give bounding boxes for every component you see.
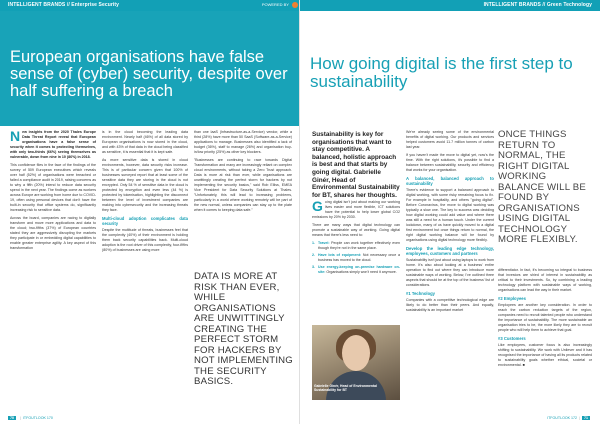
left-col3-p2: "Businesses are continuing to race towards Digital Transformation and many are increasingly reliant on complex cloud environments, without taking a Zero Trust approach. Data is more at risk than ever, while organisations are unwittingly creating the perfect storm for hackers by not implementing the security basics," said Rob Elliss, EMEA Vice President for Data Security Solutions at Thales. "Unfortunately, this will lead to increasing problems, particularly in a world where working remotely will be part of the new normal, unless companies can stay up to the plate when it comes to keeping data safe." xyxy=(194,158,292,212)
list-item: 3. Use energy-keeping on-premise hardware on-site: Organisations simply won't need it anymore. xyxy=(312,265,400,274)
left-col1-p1: ew insights from the 2020 Thales Europe Data Threat Report reveal that European organisations have a false sense of security when it comes to protecting themselves, with only two-thirds (66%) seeing themselves as vulnerable, down from nine in 10 (86%) in 2018. xyxy=(10,130,96,159)
right-hero xyxy=(300,11,600,126)
left-footer: 70 | ITFOUTLOOK 170 xyxy=(10,416,53,420)
list-item: 2. Have lots of equipment: Not necessary once a business has moved to the cloud. xyxy=(312,253,401,262)
right-footer: ITFOUTLOOK 172 | 71 xyxy=(547,416,588,420)
left-col1-p3: Across the board, companies are racing to digitally transform and move more applications and data to the cloud; two-fifths (37%) of European countries stated they are aggressively disrupting the markets they participate in or embedding digital capabilities to enable greater enterprise agility. A key aspect of this transformation xyxy=(10,216,96,250)
left-column-2 xyxy=(102,130,188,256)
left-col2-p1: is in the cloud becoming the leading data environment. Nearly half (46%) of all data stored by European organisations is now stored in the cloud, and with 43% of that data in the cloud being classified as sensitive, it is essential that it is kept safe. xyxy=(102,130,188,154)
right-topbar xyxy=(300,0,600,11)
left-pull-quote: DATA IS MORE AT RISK THAN EVER, WHILE ORGANISATIONS ARE UNWITTINGLY CREATING THE PERFECT STORM FOR HACKERS BY NOT IMPLEMENTING THE SECURITY BASICS. xyxy=(194,271,293,387)
right-col2-p3: There's evidence to support a balanced approach to digital working, with some risky remaining focus to fix. For example in hospitality, and others "going digital". Before Coronavirus, the move to digital working was typically a slow one. The key to success was deciding how digital working could add value and where there was still a need for a human touch. Under the current lockdown, many of us have quickly moved to a digital first environment but once things return to normal, the right digital working balance will be found by organisations using digital technology more flexibly. xyxy=(406,188,494,242)
right-col3-subhead2: #3 Customers xyxy=(498,336,526,341)
left-col2-p2: As more sensitive data is stored in cloud environments, however, data security risks increase. This is of particular concern given that 100% of businesses surveyed report that at least some of the sensitive data they are storing in the cloud is not encrypted. Only 54 % of sensitive data in the cloud is protected by encryption and even less (44 %) is protected by tokenisation, highlighting the disconnect between the level of investment companies are making into cybersecurity and the increasing threats they face. xyxy=(102,158,188,212)
right-col2-subhead3: #1 Technology xyxy=(406,291,436,296)
dropcap-g: G xyxy=(312,198,323,214)
left-article-title: European organisations have false sense of (cyber) security, despite over half suffering a breach xyxy=(10,48,288,100)
right-col3-p1: differentiator. In fact, it's becoming so integral to business that investors are shied of interest in sustainability as critical to their investments. So, by combining a leading technology platform with sustainable ways of working, organisations can lead the way in their market. xyxy=(498,268,592,292)
right-page-number: 71 xyxy=(584,416,588,420)
right-col2-subhead2: Develop the leading edge technology, employees, customers and partners xyxy=(406,246,494,256)
right-pull-quote: ONCE THINGS RETURN TO NORMAL, THE RIGHT DIGITAL WORKING BALANCE WILL BE FOUND BY ORGANISATIONS USING DIGITAL TECHNOLOGY MORE FLEXIBLY. xyxy=(498,129,586,245)
left-topbar xyxy=(0,0,300,11)
right-col2-p4: Sustainability isn't just about using laptops to work from home. It's also about looking at a business' entire operation to find out where they can introduce more sustainable ways of working. Below, I've outlined three aspects that should be at the top of the business' list of considerations. xyxy=(406,258,494,287)
list-item: 1. Travel: People can work together effectively even though they're not in the same place. xyxy=(312,241,400,250)
right-col3-p3: Like employees, customer focus is also increasingly shifting to sustainability. We work with Unilever and it has recognised the importance of having all its products related to sustainability goals whether ethical, societal or environmental. ■ xyxy=(498,343,592,367)
right-article-title: How going digital is the first step to sustainability xyxy=(310,54,573,91)
right-col3-p2: Employees are another key consideration. In order to reach the carbon reduction targets of the region, companies need to recruit talented people who understand the importance of sustainability. The more sustainable an organisation tries to be, the more likely they are to recruit people who will help them to achieve that goal. xyxy=(498,303,592,332)
left-column-1 xyxy=(10,130,96,254)
right-page xyxy=(300,0,600,424)
left-col2-subhead: Multi-cloud adoption complicates data security xyxy=(102,216,188,226)
right-col3-subhead1: #2 Employees xyxy=(498,296,526,301)
powered-by-label: POWERED BY xyxy=(261,2,289,8)
right-footer-site: ITFOUTLOOK 172 xyxy=(547,416,578,420)
photo-caption: Gabrielle Ginér, Head of Environmental Sustainability for BT xyxy=(314,384,377,393)
left-col3-p1: than one IaaS (Infrastructure-as-a-Service) vendor, while a third (28%) have more than 50 SaaS (Software-as-a-Service) applications to manage. Businesses also identified a lack of budget (36%), staff to manage (26%) and organisation buy-in/low priority (25%) as other key blockers. xyxy=(194,130,292,154)
right-col2-p2: If you haven't made the move to digital yet, now's the time. With the right solutions, it's possible to find a balance between sustainability, security and efficiency that works for your organisation. xyxy=(406,153,494,172)
left-col2-p3: Despite the multitude of threats, businesses feel that the complexity (40%) of their environment is holding them back security capabilities back. Multi-cloud adoption is the root driver of this complexity, four-fifths (80%) of businesses are using more xyxy=(102,228,188,252)
right-section-label: INTELLIGENT BRANDS // Green Technology xyxy=(483,2,592,8)
left-page-number: 70 xyxy=(10,416,14,420)
left-footer-site: ITFOUTLOOK 170 xyxy=(22,416,53,420)
right-col1-p2: There are many ways that digital technology can promote a sustainable way of working. Going digital means that there's less need to: xyxy=(312,223,400,237)
right-column-3 xyxy=(498,268,592,371)
right-column-1 xyxy=(312,200,400,277)
left-section-label: INTELLIGENT BRANDS // Enterprise Security xyxy=(8,2,120,8)
thales-logo-icon xyxy=(292,2,298,8)
left-col1-p2: This confidence flies in the face of the findings of the survey of 509 European executives which reveals over half (52%) of organisations were breached or failed a compliance audit in 2019, raising concerns as to why a fifth (20%) intend to reduce data security spend in the next year. The findings come as workers across Europe are working from home due to COVID-19, often using personal devices that don't have the built-in security that office systems do, significantly increasing risk to sensitive data. xyxy=(10,163,96,212)
right-column-2 xyxy=(406,130,494,316)
left-column-3 xyxy=(194,130,292,216)
right-col2-p5: Companies with a competitive technological edge are likely to do better than their peers. And equally, sustainability is an important market xyxy=(406,298,494,312)
right-col2-subhead1: A balanced, balanced approach to sustainability xyxy=(406,176,494,186)
powered-by xyxy=(262,2,298,8)
right-col2-p1: We're already seeing some of the environmental benefits of digital working. Our products and services helped customers avoid 11.7 million tonnes of carbon last year. xyxy=(406,130,494,149)
right-col1-p1: oing digital isn't just about making our working lives easier and more flexible, ICT solutions have the potential to help lower global CO2 emissions by 20% by 2030. xyxy=(312,200,400,219)
dropcap-n: N xyxy=(10,128,21,144)
left-hero-banner xyxy=(0,11,300,126)
photo-face xyxy=(342,335,370,371)
right-standfirst: Sustainability is key for organisations that want to stay competitive. A balanced, holistic approach is best and that starts by going digital. Gabrielle Ginér, Head of Environmental Sustainability for BT, shares her thoughts. xyxy=(312,131,400,199)
right-col1-list xyxy=(312,241,400,275)
